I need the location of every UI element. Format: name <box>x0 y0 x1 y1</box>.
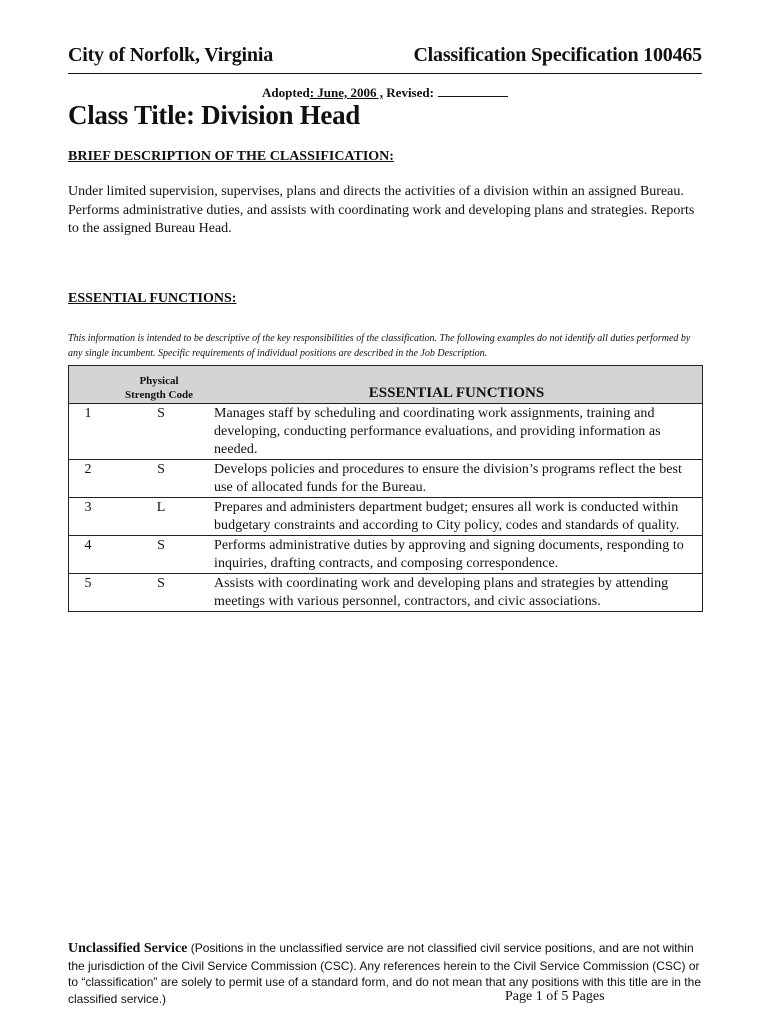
table-row <box>69 536 703 574</box>
row-number: 1 <box>69 404 108 460</box>
footer-lead: Unclassified Service <box>68 941 188 956</box>
row-number: 2 <box>69 460 108 498</box>
revised-blank <box>438 86 508 97</box>
functions-column-header: ESSENTIAL FUNCTIONS <box>211 366 703 404</box>
row-function-text: Assists with coordinating work and developing plans and strategies by attending meetings with various personnel, contractors, and civic associations. <box>211 574 703 612</box>
strength-code-header-line1: Physical <box>139 375 179 387</box>
table-row <box>69 404 703 460</box>
adopted-label: Adopted <box>262 85 310 100</box>
row-strength-code: S <box>107 404 211 460</box>
adopted-date: : June, 2006 , <box>309 85 384 100</box>
row-strength-code: L <box>107 498 211 536</box>
number-column-header <box>69 366 108 404</box>
row-function-text: Manages staff by scheduling and coordinating work assignments, training and developing, conducting performance evaluations, and providing information as needed. <box>211 404 703 460</box>
row-function-text: Develops policies and procedures to ensure the division’s programs reflect the best use of allocated funds for the Bureau. <box>211 460 703 498</box>
strength-code-column-header <box>107 366 211 404</box>
city-name: City of Norfolk, Virginia <box>68 44 273 66</box>
adopted-line <box>0 85 770 101</box>
essential-functions-note: This information is intended to be descriptive of the key responsibilities of the classification. The following examples do not identify all duties performed by any single incumbent. Specific requirements of individual positions are described in the Job Description. <box>68 333 691 359</box>
strength-code-header-line2: Strength Code <box>125 389 193 401</box>
page-number: Page 1 of 5 Pages <box>505 989 605 1004</box>
row-number: 4 <box>69 536 108 574</box>
footer-text: (Positions in the unclassified service are not classified civil service positions, and are not within the jurisdiction of the Civil Service Commission (CSC). Any references herein to the Civil Service Commission (CSC) or to “classification” are solely to permit use of a standard form, and do not mean that any positions with this title are in the classified service.) <box>68 941 701 1006</box>
spec-number: Classification Specification 100465 <box>413 44 702 66</box>
essential-functions-table <box>68 365 703 612</box>
essential-functions-heading: ESSENTIAL FUNCTIONS: <box>68 291 237 306</box>
row-number: 5 <box>69 574 108 612</box>
revised-label: Revised <box>386 85 430 100</box>
row-strength-code: S <box>107 574 211 612</box>
unclassified-service-footer <box>68 940 703 1007</box>
brief-description-heading: BRIEF DESCRIPTION OF THE CLASSIFICATION: <box>68 149 394 164</box>
row-strength-code: S <box>107 460 211 498</box>
row-number: 3 <box>69 498 108 536</box>
brief-description-text: Under limited supervision, supervises, plans and directs the activities of a division within an assigned Bureau. Performs administrative duties, and assists with coordinating work and developing plans and strategies. Reports to the assigned Bureau Head. <box>68 184 695 236</box>
row-function-text: Prepares and administers department budget; ensures all work is conducted within budgetary constraints and according to City policy, codes and standards of quality. <box>211 498 703 536</box>
row-function-text: Performs administrative duties by approving and signing documents, responding to inquiries, drafting contracts, and composing correspondence. <box>211 536 703 574</box>
revised-sep: : <box>429 85 434 100</box>
table-row <box>69 574 703 612</box>
class-title: Class Title: Division Head <box>68 100 360 130</box>
table-row <box>69 460 703 498</box>
table-header-row <box>69 366 703 404</box>
row-strength-code: S <box>107 536 211 574</box>
table-row <box>69 498 703 536</box>
document-header <box>68 44 702 74</box>
